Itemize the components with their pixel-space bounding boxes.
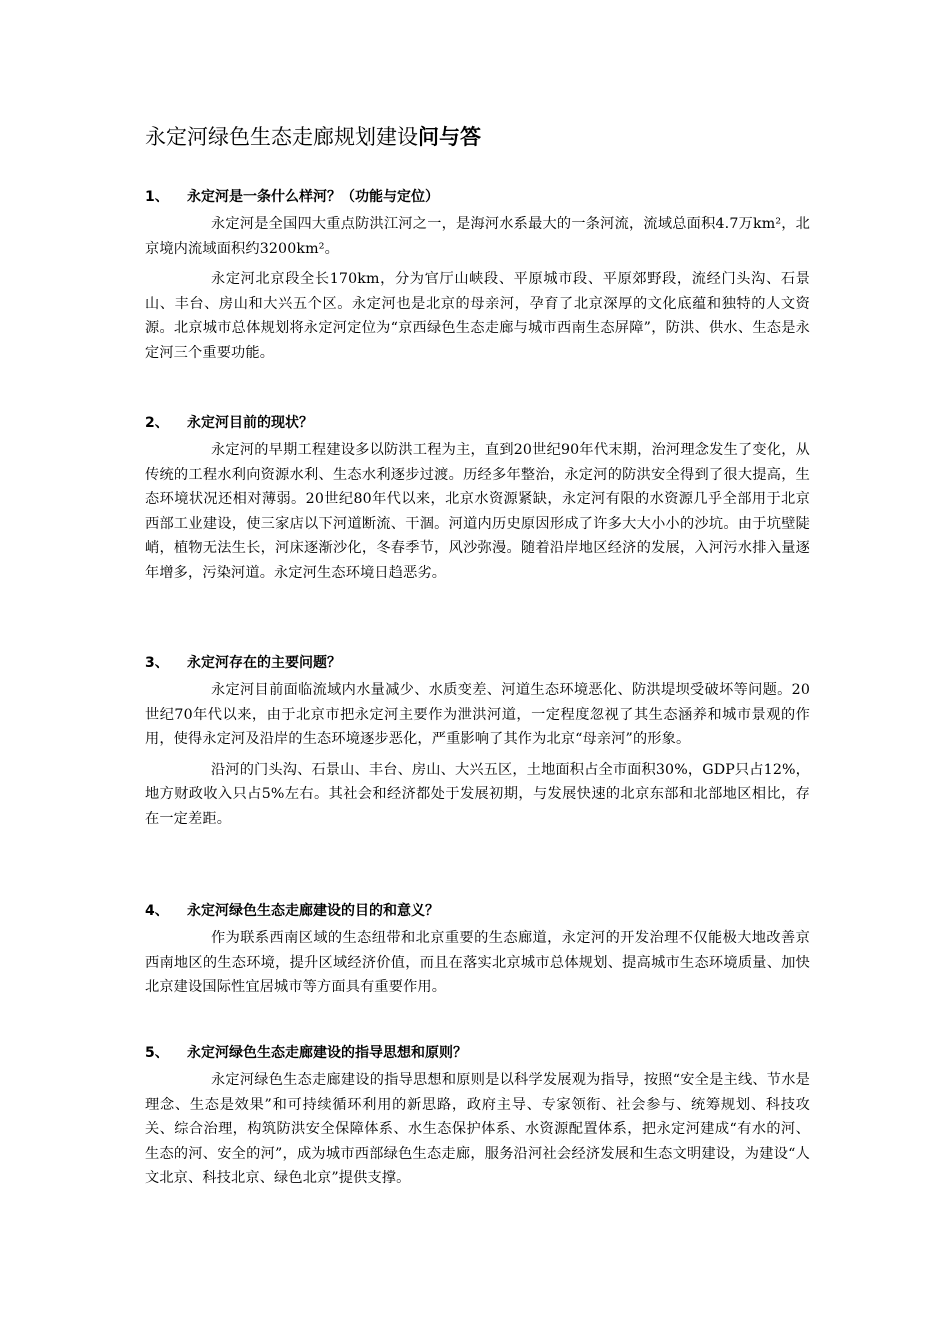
- document-title: [145, 122, 481, 152]
- qa-section-2: [145, 412, 810, 585]
- question-text: 永定河存在的主要问题？: [187, 655, 341, 671]
- answer-paragraph: 永定河目前面临流域内水量减少、水质变差、河道生态环境恶化、防洪堤坝受破坏等问题。20世纪70年代以来，由于北京市把永定河主要作为泄洪河道，一定程度忽视了其生态涵养和城市景观的作用，使得永定河及沿岸的生态环境逐步恶化，严重影响了其作为北京“母亲河”的形象。: [145, 682, 810, 747]
- title-tail: 问与答: [418, 125, 481, 149]
- question-number: 1、: [145, 189, 169, 205]
- qa-section-3: [145, 652, 810, 831]
- answer-paragraph: 永定河绿色生态走廊建设的指导思想和原则是以科学发展观为指导，按照“安全是主线、节水是理念、生态是效果”和可持续循环利用的新思路，政府主导、专家领衔、社会参与、统筹规划、科技攻关、综合治理，构筑防洪安全保障体系、水生态保护体系、水资源配置体系，把永定河建成“有水的河、生态的河、安全的河”，成为城市西部绿色生态走廊，服务沿河社会经济发展和生态文明建设，为建设“人文北京、科技北京、绿色北京”提供支撑。: [145, 1072, 810, 1186]
- answer-paragraph: 永定河是全国四大重点防洪江河之一，是海河水系最大的一条河流，流域总面积4.7万km²，北京境内流域面积约3200km²。: [145, 216, 810, 257]
- question-text: 永定河绿色生态走廊建设的目的和意义？: [187, 903, 439, 919]
- answer-paragraph: 永定河的早期工程建设多以防洪工程为主，直到20世纪90年代末期，治河理念发生了变化，从传统的工程水利向资源水利、生态水利逐步过渡。历经多年整治，永定河的防洪安全得到了很大提高，生态环境状况还相对薄弱。20世纪80年代以来，北京水资源紧缺，永定河有限的水资源几乎全部用于北京西部工业建设，使三家店以下河道断流、干涸。河道内历史原因形成了许多大大小小的沙坑。由于坑壁陡峭，植物无法生长，河床逐渐沙化，冬春季节，风沙弥漫。随着沿岸地区经济的发展，入河污水排入量逐年增多，污染河道。永定河生态环境日趋恶劣。: [145, 442, 810, 581]
- qa-section-4: [145, 900, 810, 1000]
- question-number: 3、: [145, 655, 169, 671]
- question-number: 4、: [145, 903, 169, 919]
- question-heading: [145, 412, 810, 434]
- question-heading: [145, 1042, 810, 1064]
- question-number: 2、: [145, 415, 169, 431]
- answer-paragraph: 永定河北京段全长170km，分为官厅山峡段、平原城市段、平原郊野段，流经门头沟、石景山、丰台、房山和大兴五个区。永定河也是北京的母亲河，孕育了北京深厚的文化底蕴和独特的人文资源。北京城市总体规划将永定河定位为“京西绿色生态走廊与城市西南生态屏障”，防洪、供水、生态是永定河三个重要功能。: [145, 271, 810, 361]
- question-text: 永定河是一条什么样河？（功能与定位）: [187, 189, 439, 205]
- answer-paragraph: 作为联系西南区域的生态纽带和北京重要的生态廊道，永定河的开发治理不仅能极大地改善京西南地区的生态环境，提升区域经济价值，而且在落实北京城市总体规划、提高城市生态环境质量、加快北京建设国际性宜居城市等方面具有重要作用。: [145, 930, 810, 995]
- question-text: 永定河绿色生态走廊建设的指导思想和原则？: [187, 1045, 467, 1061]
- qa-section-5: [145, 1042, 810, 1191]
- question-heading: [145, 900, 810, 922]
- qa-section-1: [145, 186, 810, 365]
- answer-paragraph: 沿河的门头沟、石景山、丰台、房山、大兴五区，土地面积占全市面积30%，GDP只占12%，地方财政收入只占5%左右。其社会和经济都处于发展初期，与发展快速的北京东部和北部地区相比，存在一定差距。: [145, 761, 810, 827]
- question-heading: [145, 186, 810, 208]
- title-main: 永定河绿色生态走廊规划建设: [145, 125, 418, 149]
- question-number: 5、: [145, 1045, 169, 1061]
- question-text: 永定河目前的现状？: [187, 415, 313, 431]
- question-heading: [145, 652, 810, 674]
